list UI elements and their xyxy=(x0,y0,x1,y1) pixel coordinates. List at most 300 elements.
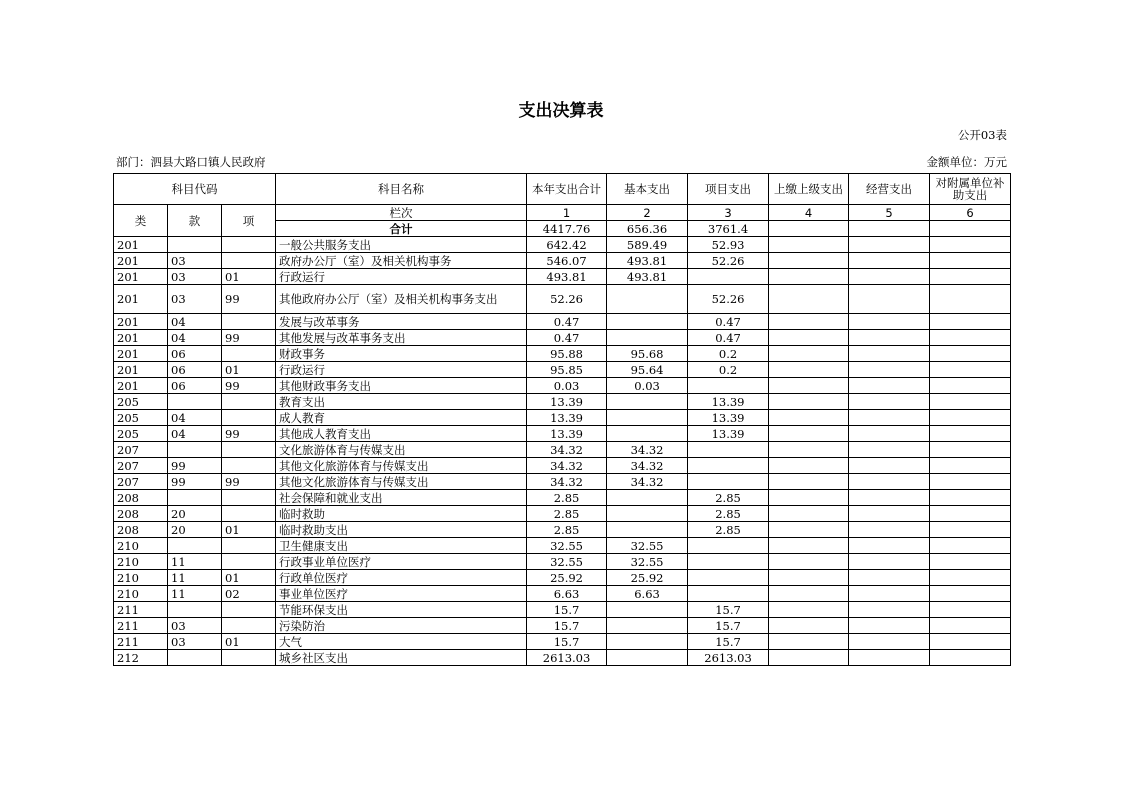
cell-project: 13.39 xyxy=(688,426,769,442)
cell-name: 节能环保支出 xyxy=(276,602,527,618)
cell-xiang: 01 xyxy=(222,269,276,285)
cell-name: 其他财政事务支出 xyxy=(276,378,527,394)
table-row xyxy=(114,426,1011,442)
cell-subsidy xyxy=(930,237,1011,253)
cell-subsidy xyxy=(930,570,1011,586)
cell-upper xyxy=(769,522,849,538)
cell-xiang xyxy=(222,314,276,330)
cell-basic: 34.32 xyxy=(607,458,688,474)
cell-project xyxy=(688,269,769,285)
basic-header: 基本支出 xyxy=(607,174,688,205)
cell-project: 2.85 xyxy=(688,522,769,538)
cell-business xyxy=(849,554,930,570)
table-row xyxy=(114,570,1011,586)
cell-lei: 208 xyxy=(114,522,168,538)
xiang-header: 项 xyxy=(222,205,276,237)
col-number: 2 xyxy=(607,205,688,221)
expenditure-table xyxy=(113,173,1011,666)
cell-upper xyxy=(769,554,849,570)
cell-lei: 210 xyxy=(114,570,168,586)
cell-kuan: 06 xyxy=(168,346,222,362)
cell-total: 34.32 xyxy=(527,442,607,458)
cell-upper xyxy=(769,285,849,314)
cell-kuan: 11 xyxy=(168,570,222,586)
cell-subsidy xyxy=(930,586,1011,602)
cell-project: 52.26 xyxy=(688,253,769,269)
cell-name: 成人教育 xyxy=(276,410,527,426)
table-row xyxy=(114,458,1011,474)
cell-business xyxy=(849,285,930,314)
table-row xyxy=(114,253,1011,269)
table-row xyxy=(114,538,1011,554)
cell-name: 政府办公厅（室）及相关机构事务 xyxy=(276,253,527,269)
cell-business xyxy=(849,602,930,618)
col-number: 6 xyxy=(930,205,1011,221)
cell-lei: 211 xyxy=(114,634,168,650)
cell-business xyxy=(849,426,930,442)
cell-project: 52.26 xyxy=(688,285,769,314)
cell-subsidy xyxy=(930,346,1011,362)
cell-name: 大气 xyxy=(276,634,527,650)
cell-upper xyxy=(769,253,849,269)
cell-lei: 210 xyxy=(114,586,168,602)
cell-kuan: 20 xyxy=(168,522,222,538)
table-row xyxy=(114,474,1011,490)
cell-total: 2.85 xyxy=(527,490,607,506)
cell-business xyxy=(849,458,930,474)
cell-total: 2.85 xyxy=(527,506,607,522)
cell-basic xyxy=(607,522,688,538)
cell-total: 2613.03 xyxy=(527,650,607,666)
cell-business xyxy=(849,522,930,538)
cell-total: 52.26 xyxy=(527,285,607,314)
cell-project: 2.85 xyxy=(688,490,769,506)
cell-basic xyxy=(607,490,688,506)
cell-basic: 95.64 xyxy=(607,362,688,378)
cell-upper xyxy=(769,269,849,285)
cell-project xyxy=(688,570,769,586)
cell-business xyxy=(849,253,930,269)
cell-subsidy xyxy=(930,522,1011,538)
cell-upper xyxy=(769,394,849,410)
cell-lei: 207 xyxy=(114,474,168,490)
cell-kuan: 20 xyxy=(168,506,222,522)
cell-upper xyxy=(769,490,849,506)
col-number: 5 xyxy=(849,205,930,221)
cell-subsidy xyxy=(930,458,1011,474)
cell-lei: 201 xyxy=(114,314,168,330)
cell-lei: 201 xyxy=(114,285,168,314)
cell-upper xyxy=(769,410,849,426)
cell-name: 教育支出 xyxy=(276,394,527,410)
table-row xyxy=(114,602,1011,618)
header-row-1 xyxy=(114,174,1011,205)
table-row xyxy=(114,394,1011,410)
cell-kuan: 03 xyxy=(168,618,222,634)
cell-basic xyxy=(607,618,688,634)
sum-business xyxy=(849,221,930,237)
col-number: 3 xyxy=(688,205,769,221)
cell-lei: 212 xyxy=(114,650,168,666)
table-row xyxy=(114,634,1011,650)
cell-name: 其他政府办公厅（室）及相关机构事务支出 xyxy=(276,285,527,314)
cell-kuan: 03 xyxy=(168,253,222,269)
cell-business xyxy=(849,237,930,253)
cell-xiang xyxy=(222,490,276,506)
cell-business xyxy=(849,586,930,602)
cell-upper xyxy=(769,442,849,458)
col-number: 1 xyxy=(527,205,607,221)
cell-business xyxy=(849,410,930,426)
department-label: 部门：泗县大路口镇人民政府 xyxy=(116,155,266,169)
page-title: 支出决算表 xyxy=(518,101,604,121)
table-row xyxy=(114,586,1011,602)
cell-kuan xyxy=(168,538,222,554)
table-row xyxy=(114,442,1011,458)
cell-xiang xyxy=(222,458,276,474)
cell-xiang xyxy=(222,237,276,253)
cell-lei: 201 xyxy=(114,269,168,285)
cell-project xyxy=(688,538,769,554)
cell-kuan: 03 xyxy=(168,269,222,285)
cell-basic xyxy=(607,426,688,442)
cell-subsidy xyxy=(930,269,1011,285)
cell-business xyxy=(849,269,930,285)
sum-upper xyxy=(769,221,849,237)
cell-business xyxy=(849,474,930,490)
table-row xyxy=(114,554,1011,570)
lei-header: 类 xyxy=(114,205,168,237)
cell-lei: 205 xyxy=(114,410,168,426)
cell-project: 13.39 xyxy=(688,394,769,410)
cell-name: 事业单位医疗 xyxy=(276,586,527,602)
cell-name: 污染防治 xyxy=(276,618,527,634)
cell-basic xyxy=(607,285,688,314)
cell-subsidy xyxy=(930,650,1011,666)
cell-lei: 201 xyxy=(114,346,168,362)
cell-subsidy xyxy=(930,314,1011,330)
table-row xyxy=(114,237,1011,253)
cell-total: 546.07 xyxy=(527,253,607,269)
cell-subsidy xyxy=(930,426,1011,442)
cell-kuan: 99 xyxy=(168,474,222,490)
name-header: 科目名称 xyxy=(276,174,527,205)
cell-lei: 208 xyxy=(114,506,168,522)
table-row xyxy=(114,314,1011,330)
cell-kuan xyxy=(168,490,222,506)
cell-name: 行政运行 xyxy=(276,269,527,285)
cell-total: 13.39 xyxy=(527,394,607,410)
cell-total: 32.55 xyxy=(527,538,607,554)
cell-kuan: 06 xyxy=(168,378,222,394)
sum-label: 合计 xyxy=(276,221,527,237)
cell-xiang: 01 xyxy=(222,522,276,538)
upper-header: 上缴上级支出 xyxy=(769,174,849,205)
cell-name: 其他发展与改革事务支出 xyxy=(276,330,527,346)
cell-xiang xyxy=(222,650,276,666)
cell-project: 15.7 xyxy=(688,602,769,618)
cell-basic: 34.32 xyxy=(607,474,688,490)
table-row xyxy=(114,362,1011,378)
cell-upper xyxy=(769,506,849,522)
table-body xyxy=(114,237,1011,666)
cell-name: 其他成人教育支出 xyxy=(276,426,527,442)
cell-basic: 0.03 xyxy=(607,378,688,394)
kuan-header: 款 xyxy=(168,205,222,237)
cell-total: 34.32 xyxy=(527,458,607,474)
table-row xyxy=(114,490,1011,506)
cell-xiang: 01 xyxy=(222,634,276,650)
cell-upper xyxy=(769,458,849,474)
cell-subsidy xyxy=(930,474,1011,490)
cell-upper xyxy=(769,474,849,490)
cell-project: 52.93 xyxy=(688,237,769,253)
cell-lei: 211 xyxy=(114,602,168,618)
cell-upper xyxy=(769,362,849,378)
cell-kuan xyxy=(168,442,222,458)
table-row xyxy=(114,269,1011,285)
cell-basic: 32.55 xyxy=(607,554,688,570)
cell-upper xyxy=(769,602,849,618)
cell-project: 2.85 xyxy=(688,506,769,522)
cell-xiang xyxy=(222,554,276,570)
cell-name: 卫生健康支出 xyxy=(276,538,527,554)
cell-business xyxy=(849,314,930,330)
cell-total: 642.42 xyxy=(527,237,607,253)
cell-subsidy xyxy=(930,538,1011,554)
cell-total: 13.39 xyxy=(527,410,607,426)
cell-basic xyxy=(607,602,688,618)
cell-business xyxy=(849,538,930,554)
cell-project xyxy=(688,458,769,474)
table-row xyxy=(114,410,1011,426)
cell-name: 城乡社区支出 xyxy=(276,650,527,666)
cell-xiang: 99 xyxy=(222,330,276,346)
table-row xyxy=(114,522,1011,538)
cell-xiang: 02 xyxy=(222,586,276,602)
cell-subsidy xyxy=(930,394,1011,410)
cell-upper xyxy=(769,378,849,394)
cell-upper xyxy=(769,570,849,586)
table-row xyxy=(114,378,1011,394)
cell-xiang xyxy=(222,538,276,554)
sum-basic: 656.36 xyxy=(607,221,688,237)
cell-upper xyxy=(769,586,849,602)
cell-subsidy xyxy=(930,285,1011,314)
cell-subsidy xyxy=(930,634,1011,650)
business-header: 经营支出 xyxy=(849,174,930,205)
cell-total: 15.7 xyxy=(527,618,607,634)
cell-kuan: 04 xyxy=(168,314,222,330)
cell-kuan: 04 xyxy=(168,330,222,346)
cell-subsidy xyxy=(930,378,1011,394)
cell-subsidy xyxy=(930,490,1011,506)
header-row-2 xyxy=(114,205,1011,221)
cell-subsidy xyxy=(930,410,1011,426)
cell-basic xyxy=(607,506,688,522)
sum-project: 3761.4 xyxy=(688,221,769,237)
total-header: 本年支出合计 xyxy=(527,174,607,205)
cell-upper xyxy=(769,650,849,666)
cell-xiang: 99 xyxy=(222,378,276,394)
unit-label: 金额单位：万元 xyxy=(926,155,1007,169)
cell-lei: 201 xyxy=(114,362,168,378)
cell-name: 文化旅游体育与传媒支出 xyxy=(276,442,527,458)
cell-name: 财政事务 xyxy=(276,346,527,362)
cell-name: 其他文化旅游体育与传媒支出 xyxy=(276,474,527,490)
cell-basic xyxy=(607,330,688,346)
cell-kuan: 11 xyxy=(168,586,222,602)
cell-lei: 201 xyxy=(114,330,168,346)
cell-name: 行政单位医疗 xyxy=(276,570,527,586)
cell-total: 0.03 xyxy=(527,378,607,394)
cell-basic xyxy=(607,650,688,666)
cell-xiang: 01 xyxy=(222,362,276,378)
cell-basic: 25.92 xyxy=(607,570,688,586)
cell-business xyxy=(849,330,930,346)
cell-xiang xyxy=(222,253,276,269)
cell-subsidy xyxy=(930,618,1011,634)
cell-project: 15.7 xyxy=(688,634,769,650)
cell-subsidy xyxy=(930,442,1011,458)
cell-kuan: 03 xyxy=(168,634,222,650)
cell-kuan: 03 xyxy=(168,285,222,314)
cell-total: 32.55 xyxy=(527,554,607,570)
cell-business xyxy=(849,362,930,378)
cell-business xyxy=(849,490,930,506)
table-row xyxy=(114,618,1011,634)
cell-project: 13.39 xyxy=(688,410,769,426)
cell-total: 25.92 xyxy=(527,570,607,586)
cell-lei: 201 xyxy=(114,378,168,394)
cell-kuan xyxy=(168,650,222,666)
cell-business xyxy=(849,650,930,666)
cell-total: 95.88 xyxy=(527,346,607,362)
cell-xiang xyxy=(222,442,276,458)
column-label: 栏次 xyxy=(276,205,527,221)
cell-subsidy xyxy=(930,362,1011,378)
project-header: 项目支出 xyxy=(688,174,769,205)
cell-name: 行政运行 xyxy=(276,362,527,378)
cell-total: 15.7 xyxy=(527,602,607,618)
cell-basic: 32.55 xyxy=(607,538,688,554)
cell-lei: 205 xyxy=(114,426,168,442)
cell-subsidy xyxy=(930,330,1011,346)
cell-name: 发展与改革事务 xyxy=(276,314,527,330)
cell-project: 2613.03 xyxy=(688,650,769,666)
cell-upper xyxy=(769,346,849,362)
cell-business xyxy=(849,394,930,410)
cell-upper xyxy=(769,634,849,650)
cell-name: 其他文化旅游体育与传媒支出 xyxy=(276,458,527,474)
cell-basic: 493.81 xyxy=(607,253,688,269)
cell-total: 6.63 xyxy=(527,586,607,602)
cell-subsidy xyxy=(930,602,1011,618)
sum-total: 4417.76 xyxy=(527,221,607,237)
cell-kuan xyxy=(168,237,222,253)
cell-basic xyxy=(607,314,688,330)
cell-basic: 6.63 xyxy=(607,586,688,602)
cell-basic: 493.81 xyxy=(607,269,688,285)
cell-lei: 201 xyxy=(114,253,168,269)
cell-total: 2.85 xyxy=(527,522,607,538)
cell-project xyxy=(688,474,769,490)
cell-basic xyxy=(607,410,688,426)
cell-lei: 210 xyxy=(114,538,168,554)
cell-xiang xyxy=(222,410,276,426)
cell-business xyxy=(849,346,930,362)
cell-name: 临时救助 xyxy=(276,506,527,522)
form-number: 公开03表 xyxy=(957,128,1007,142)
cell-lei: 205 xyxy=(114,394,168,410)
cell-project: 0.47 xyxy=(688,314,769,330)
cell-total: 34.32 xyxy=(527,474,607,490)
cell-kuan: 06 xyxy=(168,362,222,378)
cell-xiang: 99 xyxy=(222,474,276,490)
cell-lei: 210 xyxy=(114,554,168,570)
cell-kuan xyxy=(168,394,222,410)
cell-upper xyxy=(769,538,849,554)
table-row xyxy=(114,330,1011,346)
cell-kuan: 99 xyxy=(168,458,222,474)
cell-lei: 211 xyxy=(114,618,168,634)
cell-lei: 208 xyxy=(114,490,168,506)
cell-business xyxy=(849,618,930,634)
cell-kuan: 04 xyxy=(168,426,222,442)
cell-total: 493.81 xyxy=(527,269,607,285)
cell-xiang xyxy=(222,618,276,634)
cell-project: 0.2 xyxy=(688,362,769,378)
cell-kuan: 11 xyxy=(168,554,222,570)
sum-subsidy xyxy=(930,221,1011,237)
col-number: 4 xyxy=(769,205,849,221)
cell-kuan xyxy=(168,602,222,618)
cell-xiang: 99 xyxy=(222,285,276,314)
cell-upper xyxy=(769,314,849,330)
cell-xiang: 01 xyxy=(222,570,276,586)
cell-total: 95.85 xyxy=(527,362,607,378)
cell-xiang xyxy=(222,394,276,410)
cell-business xyxy=(849,506,930,522)
cell-xiang xyxy=(222,346,276,362)
cell-name: 行政事业单位医疗 xyxy=(276,554,527,570)
cell-upper xyxy=(769,330,849,346)
cell-total: 0.47 xyxy=(527,314,607,330)
table-row xyxy=(114,506,1011,522)
cell-upper xyxy=(769,618,849,634)
cell-subsidy xyxy=(930,506,1011,522)
table-row xyxy=(114,285,1011,314)
cell-xiang xyxy=(222,602,276,618)
cell-name: 临时救助支出 xyxy=(276,522,527,538)
cell-subsidy xyxy=(930,554,1011,570)
cell-xiang: 99 xyxy=(222,426,276,442)
cell-subsidy xyxy=(930,253,1011,269)
cell-total: 0.47 xyxy=(527,330,607,346)
cell-project xyxy=(688,586,769,602)
cell-project xyxy=(688,554,769,570)
cell-basic xyxy=(607,634,688,650)
cell-total: 13.39 xyxy=(527,426,607,442)
code-group-header: 科目代码 xyxy=(114,174,276,205)
cell-total: 15.7 xyxy=(527,634,607,650)
subsidy-header: 对附属单位补助支出 xyxy=(930,174,1011,205)
cell-lei: 207 xyxy=(114,458,168,474)
cell-basic: 589.49 xyxy=(607,237,688,253)
cell-business xyxy=(849,442,930,458)
cell-kuan: 04 xyxy=(168,410,222,426)
cell-project: 0.2 xyxy=(688,346,769,362)
